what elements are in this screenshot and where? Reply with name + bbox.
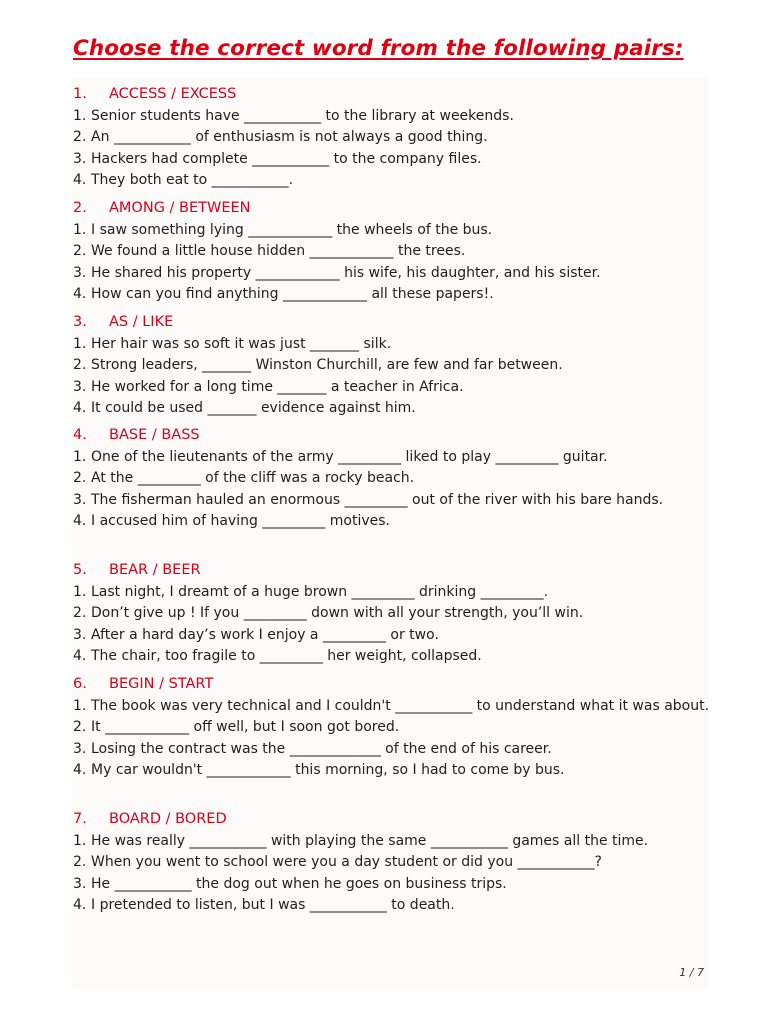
- question-item: 4. It could be used _______ evidence against him.: [73, 398, 713, 419]
- section-number: 1.: [73, 86, 87, 102]
- question-item: 3. He shared his property ____________ his wife, his daughter, and his sister.: [73, 263, 713, 284]
- question-text: At the _________ of the cliff was a rocky beach.: [91, 470, 415, 487]
- question-item: 4. I accused him of having _________ motives.: [73, 511, 713, 532]
- section-title: BEGIN / START: [109, 676, 214, 692]
- section-heading: [73, 674, 713, 694]
- question-text: Senior students have ___________ to the library at weekends.: [91, 108, 514, 124]
- question-text: Hackers had complete ___________ to the company files.: [91, 150, 482, 167]
- question-text: The fisherman hauled an enormous _________ out of the river with his bare hands.: [91, 491, 664, 508]
- question-list: [73, 696, 713, 782]
- question-item: 1. I saw something lying ____________ the wheels of the bus.: [73, 220, 713, 241]
- question-item: 4. The chair, too fragile to _________ her weight, collapsed.: [73, 646, 713, 667]
- question-list: [73, 334, 713, 420]
- question-item: 2. An ___________ of enthusiasm is not always a good thing.: [73, 127, 713, 148]
- question-item: 1. Senior students have ___________ to the library at weekends.: [73, 106, 713, 127]
- question-text: Her hair was so soft it was just _______ silk.: [91, 336, 392, 352]
- question-list: [73, 106, 713, 192]
- question-text: He shared his property ____________ his wife, his daughter, and his sister.: [91, 264, 601, 281]
- question-item: 2. At the _________ of the cliff was a rocky beach.: [73, 468, 713, 489]
- question-item: 4. I pretended to listen, but I was ___________ to death.: [73, 895, 713, 916]
- section-number: 7.: [73, 811, 87, 827]
- question-text: I pretended to listen, but I was ___________ to death.: [91, 897, 455, 914]
- question-item: 3. After a hard day’s work I enjoy a _________ or two.: [73, 625, 713, 646]
- section-title: ACCESS / EXCESS: [109, 86, 237, 102]
- question-text: How can you find anything ____________ all these papers!.: [91, 286, 494, 303]
- question-text: I saw something lying ____________ the wheels of the bus.: [91, 222, 493, 238]
- section-number: 4.: [73, 427, 87, 443]
- question-text: Don’t give up ! If you _________ down with all your strength, you’ll win.: [91, 605, 584, 622]
- question-text: My car wouldn't ____________ this morning, so I had to come by bus.: [91, 762, 565, 779]
- section-title: BEAR / BEER: [109, 562, 201, 578]
- question-item: 1. Last night, I dreamt of a huge brown _________ drinking _________.: [73, 582, 713, 603]
- section-access-excess: [73, 84, 713, 192]
- section-heading: [73, 198, 713, 218]
- question-text: One of the lieutenants of the army _________ liked to play _________ guitar.: [91, 449, 608, 465]
- section-begin-start: [73, 674, 713, 782]
- section-title: BASE / BASS: [109, 427, 200, 443]
- question-item: 1. One of the lieutenants of the army _________ liked to play _________ guitar.: [73, 447, 713, 468]
- question-item: 3. He worked for a long time _______ a teacher in Africa.: [73, 377, 713, 398]
- question-text: He was really ___________ with playing the same ___________ games all the time.: [91, 833, 649, 849]
- question-text: After a hard day’s work I enjoy a _________ or two.: [91, 626, 439, 643]
- question-text: It could be used _______ evidence against him.: [91, 400, 416, 417]
- section-bear-beer: [73, 560, 713, 668]
- question-text: We found a little house hidden ____________ the trees.: [91, 243, 466, 260]
- question-text: When you went to school were you a day student or did you ___________?: [91, 854, 602, 871]
- question-item: 4. They both eat to ___________.: [73, 170, 713, 191]
- question-text: They both eat to ___________.: [91, 172, 294, 189]
- question-text: An ___________ of enthusiasm is not always a good thing.: [91, 129, 488, 146]
- section-among-between: [73, 198, 713, 306]
- question-list: [73, 831, 713, 917]
- question-item: 3. He ___________ the dog out when he goes on business trips.: [73, 874, 713, 895]
- question-item: 4. How can you find anything ____________ all these papers!.: [73, 284, 713, 305]
- question-text: I accused him of having _________ motives.: [91, 513, 390, 530]
- question-item: 2. It ____________ off well, but I soon got bored.: [73, 717, 713, 738]
- section-heading: [73, 84, 713, 104]
- question-item: 2. We found a little house hidden ____________ the trees.: [73, 241, 713, 262]
- question-item: 3. Losing the contract was the _____________ of the end of his career.: [73, 739, 713, 760]
- question-text: The book was very technical and I couldn't ___________ to understand what it was about.: [91, 698, 710, 714]
- question-text: He worked for a long time _______ a teacher in Africa.: [91, 378, 464, 395]
- section-heading: [73, 560, 713, 580]
- section-heading: [73, 425, 713, 445]
- section-number: 3.: [73, 314, 87, 330]
- section-heading: [73, 809, 713, 829]
- question-list: [73, 220, 713, 306]
- section-number: 5.: [73, 562, 87, 578]
- section-number: 6.: [73, 676, 87, 692]
- question-text: Strong leaders, _______ Winston Churchill, are few and far between.: [91, 357, 563, 374]
- section-board-bored: [73, 809, 713, 917]
- question-item: 4. My car wouldn't ____________ this morning, so I had to come by bus.: [73, 760, 713, 781]
- question-text: It ____________ off well, but I soon got bored.: [91, 719, 400, 736]
- section-number: 2.: [73, 200, 87, 216]
- question-item: 2. When you went to school were you a day student or did you ___________?: [73, 852, 713, 873]
- question-text: Losing the contract was the _____________ of the end of his career.: [91, 740, 552, 757]
- section-title: BOARD / BORED: [109, 811, 227, 827]
- question-list: [73, 447, 713, 533]
- question-item: 1. He was really ___________ with playing the same ___________ games all the time.: [73, 831, 713, 852]
- question-text: He ___________ the dog out when he goes on business trips.: [91, 875, 507, 892]
- question-item: 2. Strong leaders, _______ Winston Churchill, are few and far between.: [73, 355, 713, 376]
- section-title: AS / LIKE: [109, 314, 174, 330]
- section-as-like: [73, 312, 713, 420]
- section-title: AMONG / BETWEEN: [109, 200, 251, 216]
- page-number: 1 / 7: [679, 966, 704, 979]
- section-heading: [73, 312, 713, 332]
- question-item: 1. Her hair was so soft it was just _______ silk.: [73, 334, 713, 355]
- question-item: 2. Don’t give up ! If you _________ down with all your strength, you’ll win.: [73, 603, 713, 624]
- question-list: [73, 582, 713, 668]
- question-item: 3. Hackers had complete ___________ to the company files.: [73, 149, 713, 170]
- question-item: 1. The book was very technical and I couldn't ___________ to understand what it was about.: [73, 696, 713, 717]
- question-text: The chair, too fragile to _________ her weight, collapsed.: [91, 648, 482, 665]
- question-text: Last night, I dreamt of a huge brown _________ drinking _________.: [91, 584, 549, 600]
- question-item: 3. The fisherman hauled an enormous _________ out of the river with his bare hands.: [73, 490, 713, 511]
- page-title: Choose the correct word from the following pairs:: [73, 36, 684, 61]
- section-base-bass: [73, 425, 713, 533]
